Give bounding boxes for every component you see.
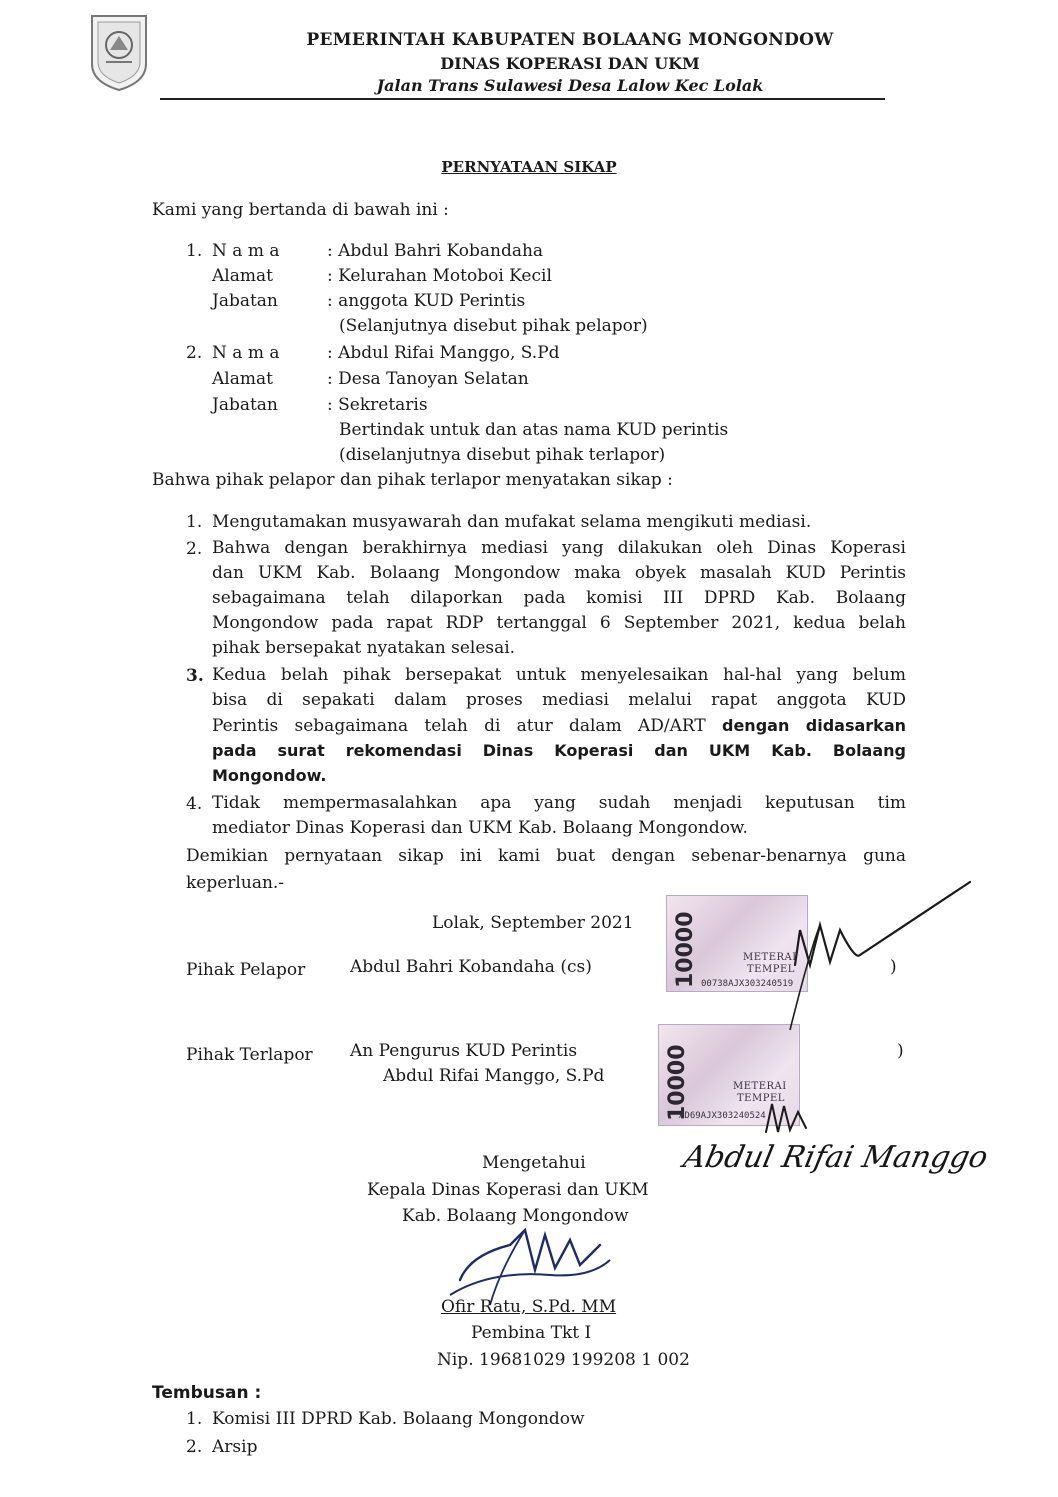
- approval-nip: Nip. 19681029 199208 1 002: [437, 1350, 690, 1370]
- point-3-line-3: [212, 713, 906, 740]
- point-4-number: 4.: [186, 794, 203, 814]
- stamp-2-label-2: TEMPEL: [737, 1093, 785, 1104]
- point-2-line-2: dan UKM Kab. Bolaang Mongondow maka obyek masalah KUD Perintis: [212, 563, 906, 583]
- point-2-line-1: Bahwa dengan berakhirnya mediasi yang dilakukan oleh Dinas Koperasi: [212, 538, 906, 558]
- cc-item-1-number: 1.: [186, 1409, 203, 1429]
- party2-address: : Desa Tanoyan Selatan: [327, 369, 529, 389]
- terlapor-handwritten-name: Abdul Rifai Manggo: [680, 1140, 991, 1175]
- stamp-2-label-1: METERAI: [733, 1081, 787, 1092]
- party2-number: 2.: [186, 343, 203, 363]
- point-3-line-3-bold: dengan didasarkan: [722, 716, 907, 735]
- stamp-1-value: 10000: [673, 911, 698, 988]
- point-2-line-3: sebagaimana telah dilaporkan pada komisi III DPRD Kab. Bolaang: [212, 588, 906, 608]
- party1-address: : Kelurahan Motoboi Kecil: [327, 266, 552, 286]
- place-date: Lolak, September 2021: [432, 913, 634, 933]
- party2-name: : Abdul Rifai Manggo, S.Pd: [327, 343, 560, 363]
- point-3-line-5: Mongondow.: [212, 766, 327, 785]
- header-agency: DINAS KOPERASI DAN UKM: [440, 54, 700, 73]
- closing-line-2: keperluan.-: [186, 873, 285, 893]
- statement-intro: Bahwa pihak pelapor dan pihak terlapor menyatakan sikap :: [152, 470, 673, 490]
- party1-position: : anggota KUD Perintis: [327, 291, 526, 311]
- terlapor-paren: ): [897, 1041, 904, 1061]
- point-3-line-2: bisa di sepakati dalam proses mediasi melalui rapat anggota KUD: [212, 690, 906, 710]
- stamp-1-label-1: METERAI: [743, 952, 797, 963]
- point-1-number: 1.: [186, 512, 203, 532]
- intro-text: Kami yang bertanda di bawah ini :: [152, 200, 449, 220]
- party1-note: (Selanjutnya disebut pihak pelapor): [339, 316, 648, 336]
- party2-note-1: Bertindak untuk dan atas nama KUD perintis: [339, 420, 729, 440]
- party1-address-label: Alamat: [212, 266, 273, 286]
- party1-name: : Abdul Bahri Kobandaha: [327, 241, 544, 261]
- approval-name: Ofir Ratu, S.Pd. MM: [441, 1297, 617, 1317]
- party2-position: : Sekretaris: [327, 395, 428, 415]
- party1-number: 1.: [186, 241, 203, 261]
- approval-role-1: Kepala Dinas Koperasi dan UKM: [367, 1180, 649, 1200]
- terlapor-line-2: Abdul Rifai Manggo, S.Pd: [383, 1066, 605, 1086]
- stamp-2-serial: AD69AJX303240524: [679, 1111, 766, 1121]
- party2-note-2: (diselanjutnya disebut pihak terlapor): [339, 445, 666, 465]
- approval-role-2: Kab. Bolaang Mongondow: [402, 1206, 629, 1226]
- point-1-text: Mengutamakan musyawarah dan mufakat selama mengikuti mediasi.: [212, 512, 812, 532]
- header-divider: [160, 98, 885, 100]
- point-4-line-2: mediator Dinas Koperasi dan UKM Kab. Bolaang Mongondow.: [212, 818, 748, 838]
- pelapor-name: Abdul Bahri Kobandaha (cs): [350, 957, 592, 977]
- regency-emblem-icon: [88, 12, 150, 92]
- stamp-1-serial: 00738AJX303240519: [701, 979, 794, 989]
- header-address: Jalan Trans Sulawesi Desa Lalow Kec Lolak: [376, 76, 764, 95]
- document-title: PERNYATAAN SIKAP: [441, 158, 617, 176]
- point-2-number: 2.: [186, 539, 203, 559]
- party2-name-label: N a m a: [212, 343, 280, 363]
- head-signature-icon: [430, 1210, 630, 1310]
- cc-item-1: Komisi III DPRD Kab. Bolaang Mongondow: [212, 1409, 585, 1429]
- approval-known: Mengetahui: [482, 1153, 586, 1173]
- cc-title: Tembusan :: [152, 1383, 262, 1403]
- party2-position-label: Jabatan: [212, 395, 278, 415]
- pelapor-signature-icon: [680, 870, 980, 1040]
- stamp-2-value: 10000: [665, 1044, 690, 1121]
- point-3-line-1: Kedua belah pihak bersepakat untuk menyelesaikan hal-hal yang belum: [212, 665, 906, 685]
- point-3-line-3-regular: Perintis sebagaimana telah di atur dalam AD/ART: [212, 716, 706, 736]
- terlapor-label: Pihak Terlapor: [186, 1045, 313, 1065]
- point-2-line-4: Mongondow pada rapat RDP tertanggal 6 September 2021, kedua belah: [212, 613, 906, 633]
- approval-rank: Pembina Tkt I: [471, 1323, 592, 1343]
- party1-position-label: Jabatan: [212, 291, 278, 311]
- cc-item-2-number: 2.: [186, 1437, 203, 1457]
- pelapor-label: Pihak Pelapor: [186, 960, 306, 980]
- point-3-line-4: pada surat rekomendasi Dinas Koperasi dan UKM Kab. Bolaang: [212, 741, 906, 760]
- point-3-number: 3.: [186, 666, 204, 686]
- cc-item-2: Arsip: [212, 1437, 258, 1457]
- point-2-line-5: pihak bersepakat nyatakan selesai.: [212, 638, 516, 658]
- header-government: PEMERINTAH KABUPATEN BOLAANG MONGONDOW: [306, 30, 834, 50]
- closing-line-1: Demikian pernyataan sikap ini kami buat dengan sebenar-benarnya guna: [186, 846, 906, 866]
- terlapor-initial-icon: [760, 1092, 840, 1142]
- party2-address-label: Alamat: [212, 369, 273, 389]
- party1-name-label: N a m a: [212, 241, 280, 261]
- terlapor-line-1: An Pengurus KUD Perintis: [350, 1041, 578, 1061]
- stamp-1-label-2: TEMPEL: [747, 964, 795, 975]
- point-4-line-1: Tidak mempermasalahkan apa yang sudah menjadi keputusan tim: [212, 793, 906, 813]
- pelapor-paren: ): [890, 957, 897, 977]
